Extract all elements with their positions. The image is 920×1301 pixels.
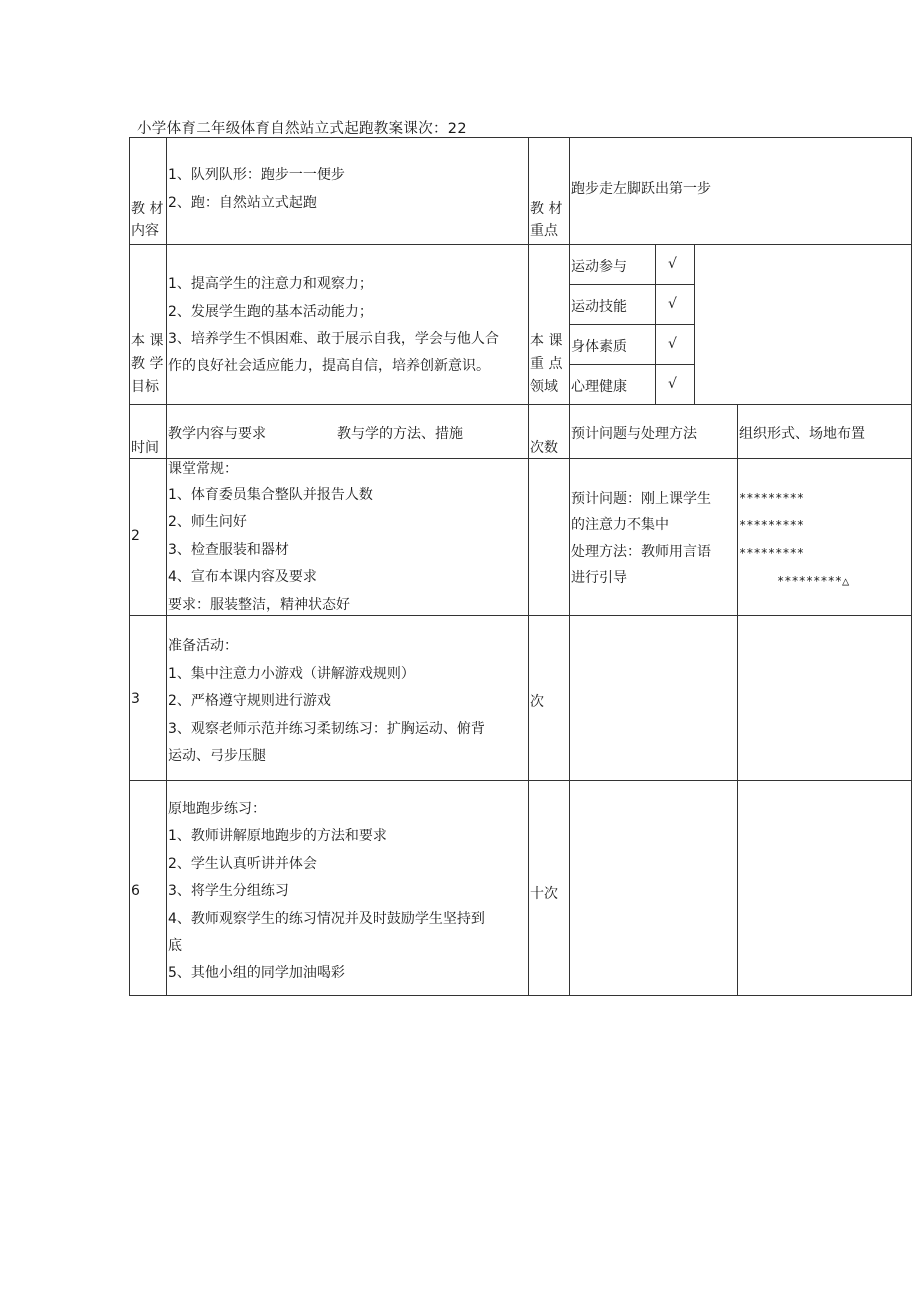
domain-col-rule (694, 244, 695, 404)
material-focus: 跑步走左脚跃出第一步 (571, 181, 711, 197)
table-col-rule (737, 404, 738, 996)
section-line: 2、学生认真听讲并体会 (168, 856, 317, 872)
material-item: 1、队列队形：跑步一一便步 (168, 167, 345, 183)
formation-row: ********* (739, 546, 805, 560)
formation-row: ********* (739, 491, 805, 505)
domain-name: 身体素质 (571, 339, 627, 355)
domain-rule (569, 364, 694, 365)
domain-label: 本 课 重 点 领域 (530, 333, 563, 395)
domain-rule (569, 324, 694, 325)
section-time: 6 (131, 883, 140, 899)
section-line: 准备活动： (168, 638, 238, 654)
section-line: 2、严格遵守规则进行游戏 (168, 693, 331, 709)
header-organization: 组织形式、场地布置 (739, 426, 865, 442)
problem-line: 处理方法：教师用言语 (571, 544, 711, 560)
section-line: 4、宣布本课内容及要求 (168, 569, 317, 585)
check-mark: √ (668, 296, 677, 312)
check-mark: √ (668, 256, 677, 272)
table-rule (129, 404, 912, 405)
focus-label: 教 材 重点 (530, 201, 563, 239)
problem-line: 进行引导 (571, 570, 627, 586)
problem-line: 预计问题：刚上课学生 (571, 491, 711, 507)
section-line: 底 (168, 938, 182, 954)
section-time: 3 (131, 691, 140, 707)
domain-name: 运动技能 (571, 299, 627, 315)
domain-col-rule (655, 244, 656, 404)
section-line: 原地跑步练习： (168, 801, 266, 817)
material-item: 2、跑：自然站立式起跑 (168, 195, 317, 211)
objective-item: 3、培养学生不惧困难、敢于展示自我，学会与他人合 (168, 331, 499, 347)
objective-item: 作的良好社会适应能力，提高自信，培养创新意识。 (168, 358, 490, 374)
header-problems: 预计问题与处理方法 (571, 426, 697, 442)
table-col-rule (528, 137, 529, 996)
header-method: 教与学的方法、措施 (337, 426, 463, 442)
table-border-top (129, 137, 912, 138)
table-border-bottom (129, 995, 912, 996)
objective-item: 1、提高学生的注意力和观察力； (168, 276, 373, 292)
section-line: 要求：服装整洁，精神状态好 (168, 597, 350, 613)
page-title: 小学体育二年级体育自然站立式起跑教案课次：22 (137, 121, 467, 137)
check-mark: √ (668, 376, 677, 392)
table-rule (129, 780, 912, 781)
section-line: 3、观察老师示范并练习柔韧练习：扩胸运动、俯背 (168, 721, 485, 737)
section-line: 2、师生问好 (168, 514, 247, 530)
section-time: 2 (131, 528, 140, 544)
section-line: 课堂常规： (168, 461, 238, 477)
objective-item: 2、发展学生跑的基本活动能力； (168, 304, 373, 320)
section-line: 3、将学生分组练习 (168, 883, 289, 899)
table-rule (129, 244, 912, 245)
section-line: 1、教师讲解原地跑步的方法和要求 (168, 828, 387, 844)
section-line: 4、教师观察学生的练习情况并及时鼓励学生坚持到 (168, 911, 485, 927)
section-line: 运动、弓步压腿 (168, 748, 266, 764)
section-line: 5、其他小组的同学加油喝彩 (168, 965, 345, 981)
objectives-label: 本 课 教 学 目标 (131, 333, 164, 395)
section-line: 3、检查服装和器材 (168, 542, 289, 558)
table-col-rule (166, 137, 167, 996)
section-count: 次 (530, 694, 544, 710)
domain-name: 运动参与 (571, 259, 627, 275)
check-mark: √ (668, 336, 677, 352)
section-count: 十次 (530, 886, 558, 902)
formation-row: *********△ (777, 574, 850, 588)
table-col-rule (569, 137, 570, 996)
formation-row: ********* (739, 518, 805, 532)
header-count: 次数 (530, 440, 558, 456)
header-content: 教学内容与要求 (168, 426, 266, 442)
table-rule (129, 458, 912, 459)
section-line: 1、体育委员集合整队并报告人数 (168, 487, 373, 503)
domain-name: 心理健康 (571, 379, 627, 395)
table-border-right (911, 137, 912, 996)
material-label: 教 材 内容 (131, 201, 164, 239)
section-line: 1、集中注意力小游戏（讲解游戏规则） (168, 666, 415, 682)
problem-line: 的注意力不集中 (571, 517, 669, 533)
domain-rule (569, 284, 694, 285)
table-border-left (129, 137, 130, 996)
header-time: 时间 (131, 440, 159, 456)
